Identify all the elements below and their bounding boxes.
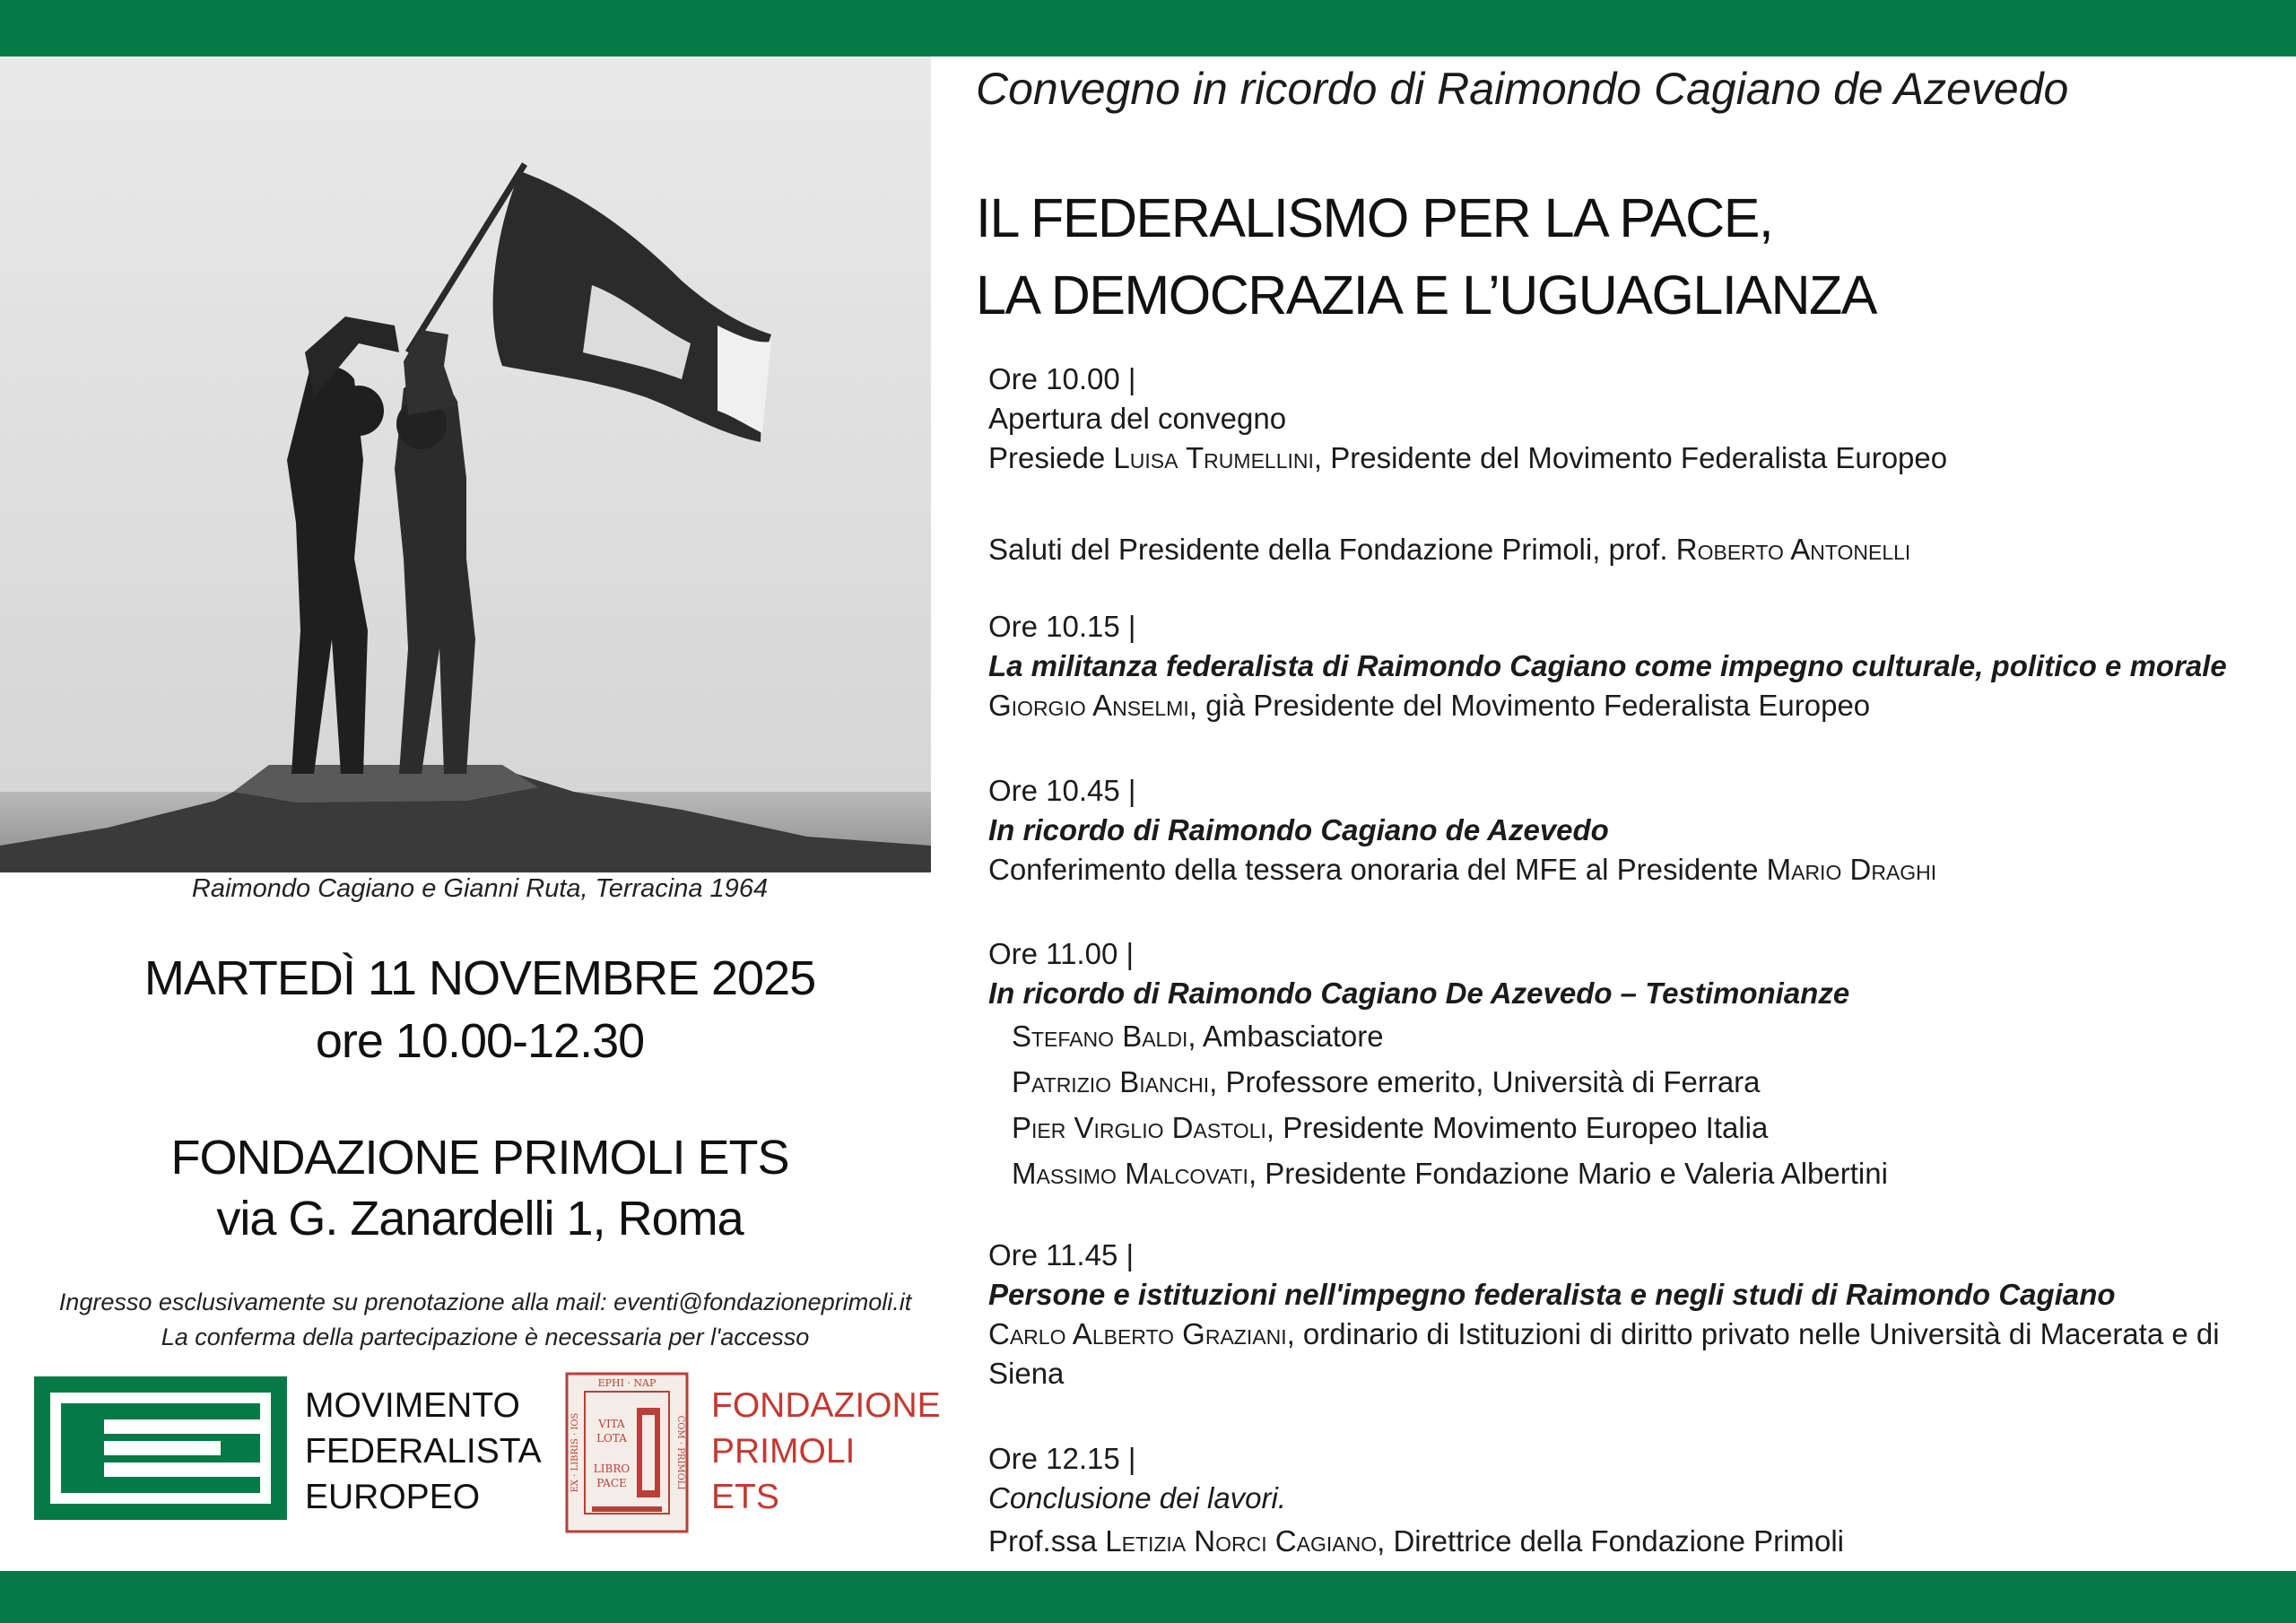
session-time: Ore 10.15 | bbox=[988, 610, 1136, 643]
bottom-band bbox=[0, 1571, 2296, 1623]
svg-text:COM · PRIMOLI: COM · PRIMOLI bbox=[675, 1415, 685, 1490]
photo-caption: Raimondo Cagiano e Gianni Ruta, Terracina 1964 bbox=[191, 874, 769, 903]
event-address: via G. Zanardelli 1, Roma bbox=[216, 1192, 744, 1245]
svg-text:VITA: VITA bbox=[598, 1418, 625, 1430]
mfe-logo bbox=[34, 1376, 287, 1520]
session-title: Apertura del convegno bbox=[988, 402, 1287, 435]
speaker-name: Massimo Malcovati bbox=[1012, 1157, 1248, 1190]
program-session-3: Ore 10.45 | In ricordo di Raimondo Cagiano de Azevedo Conferimento della tessera onoraria del MFE al Presidente Mario Draghi bbox=[988, 771, 2280, 890]
svg-text:PACE: PACE bbox=[596, 1477, 627, 1489]
event-title: IL FEDERALISMO PER LA PACE, LA DEMOCRAZIA E L’UGUAGLIANZA bbox=[976, 187, 1876, 325]
ex-libris-emblem bbox=[565, 1372, 689, 1533]
svg-text:LIBRO: LIBRO bbox=[593, 1462, 631, 1475]
session-time: Ore 11.45 | bbox=[988, 1238, 1135, 1271]
speaker-name: Giorgio Anselmi bbox=[988, 689, 1189, 722]
session-time: Ore 12.15 | bbox=[988, 1442, 1136, 1475]
speaker-name: Pier Virglio Dastoli bbox=[1012, 1111, 1266, 1144]
session-time: Ore 10.45 | bbox=[988, 774, 1136, 807]
speaker-name: Carlo Alberto Graziani bbox=[988, 1317, 1287, 1350]
session-title: In ricordo di Raimondo Cagiano de Azevedo bbox=[988, 813, 1609, 846]
speaker-name: Mario Draghi bbox=[1766, 853, 1937, 886]
session-time: Ore 11.00 | bbox=[988, 937, 1135, 970]
historic-photo bbox=[0, 56, 931, 872]
svg-text:EPHI · NAP: EPHI · NAP bbox=[597, 1377, 657, 1389]
session-title: La militanza federalista di Raimondo Cagiano come impegno culturale, politico e morale bbox=[988, 649, 2227, 682]
speaker-name: Stefano Baldi bbox=[1012, 1020, 1188, 1053]
speaker-name: Letizia Norci Cagiano bbox=[1105, 1524, 1378, 1558]
program-session-1 bbox=[988, 360, 2280, 478]
session-time: Ore 10.00 | bbox=[988, 362, 1136, 395]
speaker-name: Luisa Trumellini bbox=[1113, 441, 1314, 474]
reservation-note: Ingresso esclusivamente su prenotazione alla mail: eventi@fondazioneprimoli.it bbox=[58, 1289, 912, 1315]
svg-text:LOTA: LOTA bbox=[596, 1432, 627, 1445]
speaker-name: Roberto Antonelli bbox=[1675, 533, 1911, 566]
mfe-name: MOVIMENTO FEDERALISTA EUROPEO bbox=[305, 1386, 542, 1516]
top-band bbox=[0, 0, 2296, 56]
event-time: ore 10.00-12.30 bbox=[315, 1014, 645, 1068]
program-session-2: Ore 10.15 | La militanza federalista di Raimondo Cagiano come impegno culturale, politico e morale Giorgio Anselmi, già Presidente del Movimento Federalista Europeo bbox=[988, 607, 2280, 725]
program-session-4: Ore 11.00 | In ricordo di Raimondo Cagiano De Azevedo – Testimonianze Stefano Baldi, Ambasciatore Patrizio Bianchi, Professore emerito, Università di Ferrara Pier Virglio Dastoli, Presidente Movimento Europeo Italia Massimo Malcovati, Presidente Fondazione Mario e Valeria Albertini bbox=[988, 934, 2280, 1196]
session-chair: Presiede Luisa Trumellini, Presidente del Movimento Federalista Europeo bbox=[988, 441, 1948, 474]
speaker-name: Patrizio Bianchi bbox=[1012, 1065, 1210, 1098]
event-date: MARTEDÌ 11 NOVEMBRE 2025 bbox=[144, 951, 816, 1005]
confirmation-note: La conferma della partecipazione è necessaria per l'accesso bbox=[161, 1324, 810, 1350]
program-greeting: Saluti del Presidente della Fondazione Primoli, prof. Roberto Antonelli bbox=[988, 533, 1911, 566]
program-session-6: Ore 12.15 | Conclusione dei lavori. Prof.ssa Letizia Norci Cagiano, Direttrice della Fondazione Primoli bbox=[988, 1439, 2280, 1561]
session-title: In ricordo di Raimondo Cagiano De Azevedo – Testimonianze bbox=[988, 976, 1850, 1010]
session-title: Conclusione dei lavori. bbox=[988, 1481, 1287, 1515]
session-title: Persone e istituzioni nell'impegno federalista e negli studi di Raimondo Cagiano bbox=[988, 1278, 2116, 1311]
svg-text:EX · LIBRIS · IOS: EX · LIBRIS · IOS bbox=[570, 1412, 580, 1493]
event-subtitle: Convegno in ricordo di Raimondo Cagiano de Azevedo bbox=[976, 64, 2069, 114]
event-venue: FONDAZIONE PRIMOLI ETS bbox=[170, 1131, 789, 1185]
primoli-name: FONDAZIONE PRIMOLI ETS bbox=[711, 1386, 941, 1516]
program-session-5: Ore 11.45 | Persone e istituzioni nell'impegno federalista e negli studi di Raimondo Cagiano Carlo Alberto Graziani, ordinario di Istituzioni di diritto privato nelle Università di Macerata e di Siena bbox=[988, 1236, 2280, 1393]
